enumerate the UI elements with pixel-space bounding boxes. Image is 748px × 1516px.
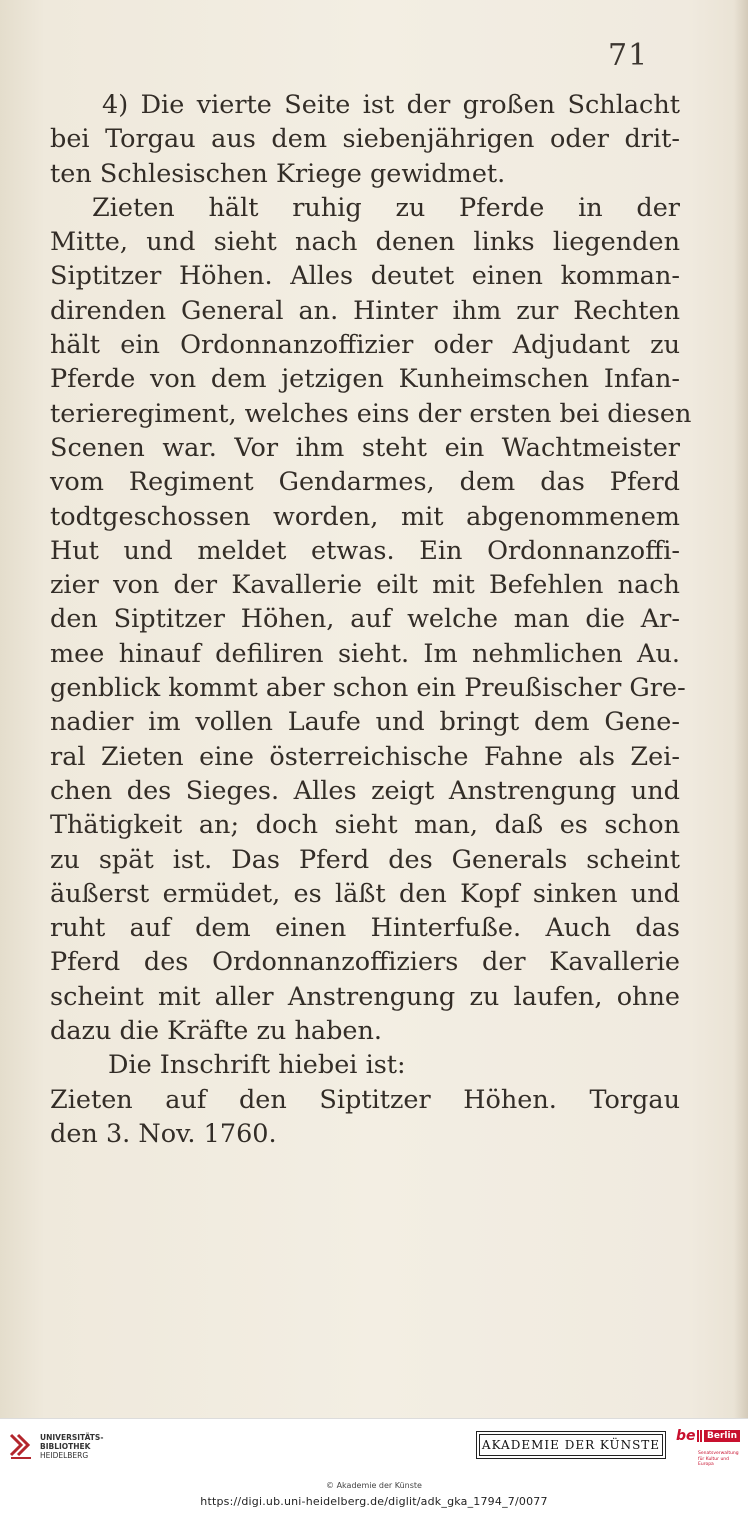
ub-logo-line: HEIDELBERG [40,1450,89,1460]
text-line: direnden General an. Hinter ihm zur Rechten [50,295,680,326]
permalink-url[interactable]: https://digi.ub.uni-heidelberg.de/diglit/adk_gka_1794_7/0077 [200,1495,548,1508]
text-line: mee hinauf defiliren sieht. Im nehmlichen Au. [50,638,680,669]
text-line: Pferde von dem jetzigen Kunheimschen Infan- [50,364,680,395]
text-line: äußerst ermüdet, es läßt den Kopf sinken und [50,878,680,909]
text-line: chen des Sieges. Alles zeigt Anstrengung und [50,775,680,806]
text-line: zier von der Kavallerie eilt mit Befehlen nach [50,570,680,601]
text-line: Thätigkeit an; doch sieht man, daß es schon [50,810,680,841]
text-line: bei Torgau aus dem siebenjährigen oder drit- [50,124,680,155]
text-line: ten Schlesischen Kriege gewidmet. [50,158,506,189]
berlin-logo-subtitle [698,1451,740,1468]
text-line: den 3. Nov. 1760. [50,1118,277,1149]
text-line: dazu die Kräfte zu haben. [50,1016,383,1047]
ub-logo-line: BIBLIOTHEK [40,1441,91,1451]
viewer-footer [0,1418,748,1516]
berlin-sub-line: für Kultur und Europa [698,1456,730,1467]
copyright-notice: © Akademie der Künste [326,1481,422,1490]
text-line: ral Zieten eine österreichische Fahne als Zei- [50,741,680,772]
text-line: Siptitzer Höhen. Alles deutet einen komman- [50,261,680,292]
body-text [50,88,692,1151]
text-line: Pferd des Ordonnanzoffiziers der Kavallerie [50,947,680,978]
text-line: Zieten auf den Siptitzer Höhen. Torgau [50,1084,680,1115]
berlin-senate-logo[interactable] [676,1427,740,1471]
text-line: ruht auf dem einen Hinterfuße. Auch das [50,913,680,944]
ub-logo-text [40,1433,103,1460]
text-line: Scenen war. Vor ihm steht ein Wachtmeister [50,432,680,463]
text-line: terieregiment, welches eins der ersten bei diesen [50,398,692,429]
ub-logo-line: UNIVERSITÄTS- [40,1432,104,1442]
text-line: zu spät ist. Das Pferd des Generals scheint [50,844,680,875]
ub-heidelberg-logo[interactable] [8,1431,103,1461]
text-line: vom Regiment Gendarmes, dem das Pferd [50,467,680,498]
berlin-logo-mark [676,1427,740,1445]
text-line: Die Inschrift hiebei ist: [108,1050,406,1081]
text-line: genblick kommt aber schon ein Preußischer Gre- [50,673,686,704]
text-line: todtgeschossen worden, mit abgenommenem [50,501,680,532]
text-line: nadier im vollen Laufe und bringt dem Gene- [50,707,680,738]
berlin-logo-prefix: be [676,1428,696,1444]
page-edge-shadow [734,0,748,1418]
adk-logo-text: AKADEMIE DER KÜNSTE [479,1434,663,1456]
akademie-der-kuenste-logo[interactable] [476,1431,666,1459]
text-line: hält ein Ordonnanzoffizier oder Adjudant zu [50,330,680,361]
text-line: den Siptitzer Höhen, auf welche man die Ar- [50,604,680,635]
text-line: Zieten hält ruhig zu Pferde in der [92,192,680,223]
ub-emblem-icon [8,1431,34,1461]
text-line: Hut und meldet etwas. Ein Ordonnanzoffi- [50,535,680,566]
page-number: 71 [608,38,649,73]
text-line: 4) Die vierte Seite ist der großen Schlacht [102,90,680,120]
berlin-bars-icon [697,1430,703,1442]
berlin-logo-word: Berlin [704,1430,740,1442]
text-line: scheint mit aller Anstrengung zu laufen, ohne [50,981,680,1012]
text-line: Mitte, und sieht nach denen links liegenden [50,227,680,258]
berlin-sub-line: Senatsverwaltung [698,1451,739,1456]
